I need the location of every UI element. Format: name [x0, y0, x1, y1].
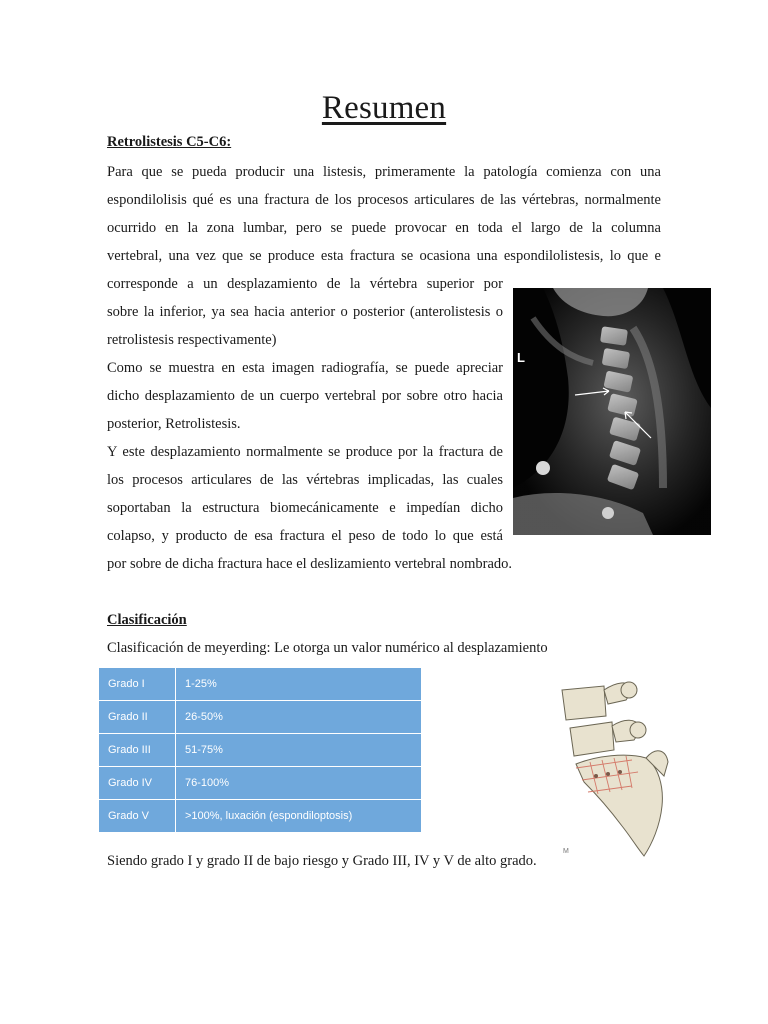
xray-label: L — [517, 350, 525, 365]
intro-paragraph — [107, 158, 661, 270]
text-line: Y este desplazamiento normalmente se produce por la fractura de — [107, 444, 503, 460]
lumbosacral-illustration — [556, 676, 686, 858]
text-line: dicho desplazamiento de un cuerpo vertebral por sobre otro hacia — [107, 388, 503, 404]
classification-description: Clasificación de meyerding: Le otorga un valor numérico al desplazamiento — [107, 640, 548, 656]
range-cell: 1-25% — [176, 668, 422, 701]
conclusion-text: Siendo grado I y grado II de bajo riesgo y Grado III, IV y V de alto grado. — [107, 853, 537, 869]
text-line: los procesos articulares de las vértebras implicadas, las cuales — [107, 472, 503, 488]
page-title: Resumen — [321, 90, 447, 126]
grade-cell: Grado I — [99, 668, 176, 701]
meyerding-table — [98, 667, 422, 833]
section-heading-clasificacion: Clasificación — [107, 612, 187, 628]
wrapped-paragraph — [107, 270, 503, 550]
grade-cell: Grado V — [99, 800, 176, 833]
table-row — [99, 800, 422, 833]
table-row — [99, 734, 422, 767]
table-row — [99, 767, 422, 800]
table-row — [99, 701, 422, 734]
text-line: sobre la inferior, ya sea hacia anterior o posterior (anterolistesis o — [107, 304, 503, 320]
text-line: ocurrido en la zona lumbar, pero se puede provocar en toda el largo de la columna — [107, 220, 661, 236]
text-line: Como se muestra en esta imagen radiografía, se puede apreciar — [107, 360, 503, 376]
range-cell: 76-100% — [176, 767, 422, 800]
text-line: espondilolisis qué es una fractura de los procesos articulares de las vértebras, normalmente — [107, 192, 661, 208]
range-cell: 26-50% — [176, 701, 422, 734]
text-line: corresponde a un desplazamiento de la vértebra superior por — [107, 276, 503, 292]
figure-mark: M — [563, 848, 569, 855]
text-line: soportaban la estructura biomecánicamente e impedían dicho — [107, 500, 503, 516]
range-cell: 51-75% — [176, 734, 422, 767]
closing-line: por sobre de dicha fractura hace el deslizamiento vertebral nombrado. — [107, 556, 513, 572]
text-line: vertebral, una vez que se produce esta fractura se ocasiona una espondilolistesis, lo que e — [107, 248, 661, 264]
text-line: posterior, Retrolistesis. — [107, 416, 241, 432]
text-line: colapso, y producto de esa fractura el peso de todo lo que está — [107, 528, 503, 544]
range-cell: >100%, luxación (espondiloptosis) — [176, 800, 422, 833]
grade-cell: Grado IV — [99, 767, 176, 800]
text-line: retrolistesis respectivamente) — [107, 332, 277, 348]
grade-cell: Grado III — [99, 734, 176, 767]
text-line: Para que se pueda producir una listesis, primeramente la patología comienza con una — [107, 164, 661, 180]
table-row — [99, 668, 422, 701]
xray-image — [513, 288, 711, 535]
grade-cell: Grado II — [99, 701, 176, 734]
section-heading-retrolistesis: Retrolistesis C5-C6: — [107, 134, 232, 150]
